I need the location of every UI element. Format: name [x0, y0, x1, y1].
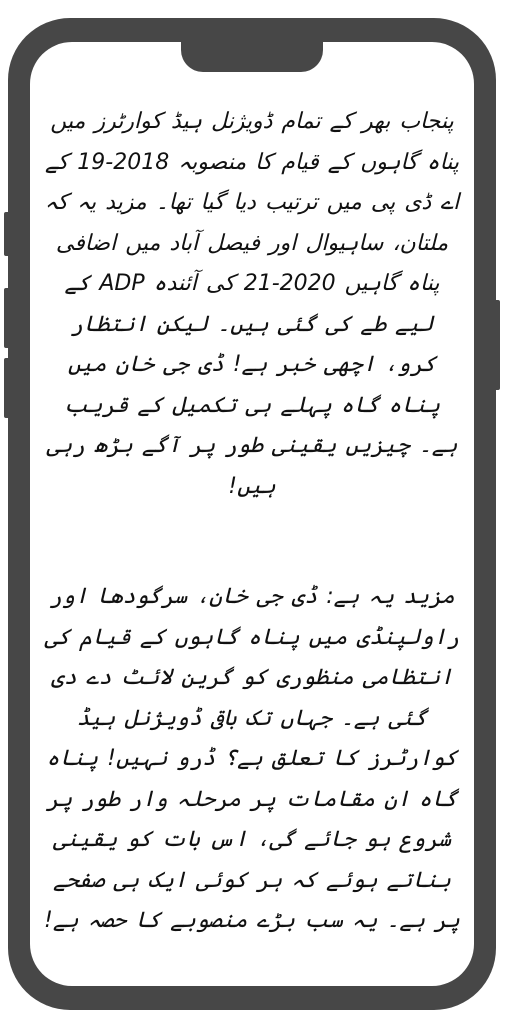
phone-screen	[30, 42, 474, 986]
phone-notch	[181, 42, 323, 72]
article-content	[44, 102, 460, 942]
paragraph-shelter-plan: پنجاب بھر کے تمام ڈویژنل ہیڈ کوارٹرز میں پناہ گاہوں کے قیام کا منصوبہ 2018-19 کے اے ڈی پی میں ترتیب دیا گیا تھا۔ مزید یہ کہ ملتان، ساہیوال اور فیصل آباد میں اضافی پناہ گاہیں 2020-21 کی آئندہ ADP کے لیے طے کی گئی ہیں۔ لیکن انتظار کرو، اچھی خبر ہے! ڈی جی خان میں پناہ گاہ پہلے ہی تکمیل کے قریب ہے۔ چیزیں یقینی طور پر آگے بڑھ رہی ہیں!	[44, 109, 460, 499]
paragraph-approval-update: مزید یہ ہے: ڈی جی خان، سرگودھا اور راولپنڈی میں پناہ گاہوں کے قیام کی انتظامی منظوری کو گرین لائٹ دے دی گئی ہے۔ جہاں تک باقی ڈویژنل ہیڈ کوارٹرز کا تعلق ہے؟ ڈرو نہیں! پناہ گاہ ان مقامات پر مرحلہ وار طور پر شروع ہو جائے گی، اس بات کو یقینی بناتے ہوئے کہ ہر کوئی ایک ہی صفحے پر ہے۔ یہ سب بڑے منصوبے کا حصہ ہے!	[44, 584, 460, 933]
